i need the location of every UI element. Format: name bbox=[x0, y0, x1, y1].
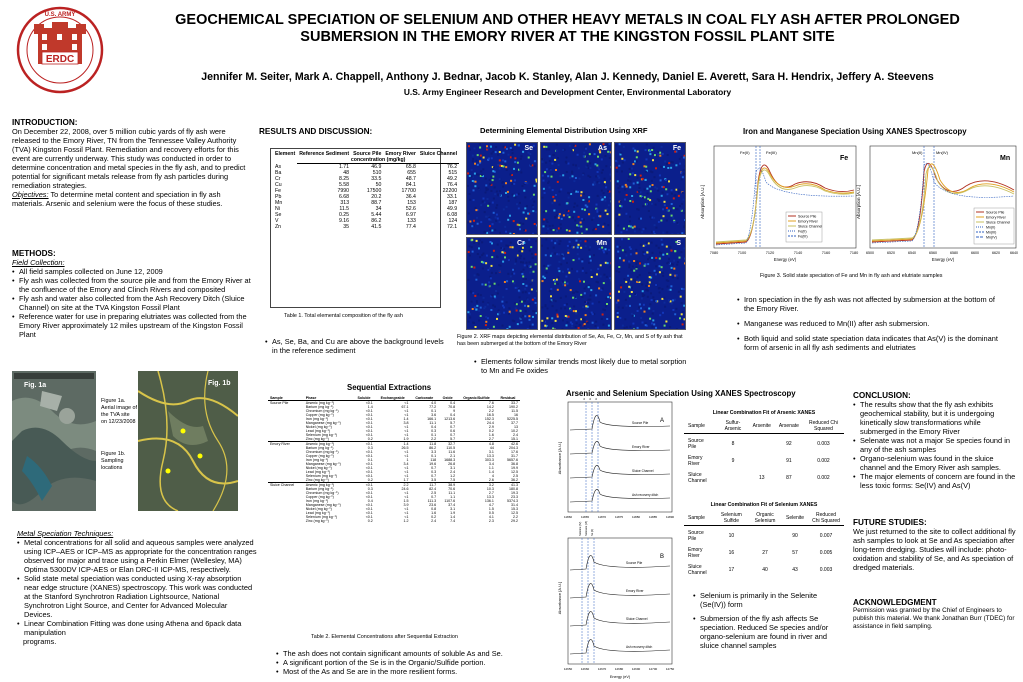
svg-text:7100: 7100 bbox=[737, 251, 747, 255]
svg-text:Emory River: Emory River bbox=[632, 445, 650, 449]
table-row: Se 0.25 5.44 6.97 6.08 bbox=[275, 212, 458, 218]
table-row: Ba 48 510 655 515 bbox=[275, 170, 458, 176]
future-studies-section: FUTURE STUDIES: We just returned to the site to collect additional fly ash samples to look at Se and As speciation after long-term dredging. Studies will include: photo-oxidation and stability of Se, and As speciation of dredged materials. bbox=[853, 518, 1018, 572]
table-row: Barium (mg kg⁻¹) 0.3 26.5 86.2 110.5 44 204.3 bbox=[305, 446, 518, 450]
table-row: V 9.16 86.2 133 124 bbox=[275, 218, 458, 224]
list-item: • Selenate was not a major Se species found in any of the ash samples bbox=[853, 436, 1018, 454]
table-row: Barium (mg kg⁻¹) 1.4 67.1 77.2 70.8 14.2 190.2 bbox=[305, 405, 518, 409]
svg-text:Absorption [A.U.]: Absorption [A.U.] bbox=[700, 184, 705, 220]
table-row: Sluice Channel 13 87 0.002 bbox=[688, 472, 830, 484]
svg-text:Sluice Channel: Sluice Channel bbox=[626, 617, 648, 621]
list-item: • All field samples collected on June 12, 2009 bbox=[12, 267, 252, 276]
svg-text:Selenite (IV): Selenite (IV) bbox=[579, 521, 582, 536]
xrf-map-as: As bbox=[540, 142, 612, 235]
svg-text:7180: 7180 bbox=[849, 251, 859, 255]
xrf-map-fe: Fe bbox=[614, 142, 686, 235]
svg-text:11860: 11860 bbox=[563, 515, 573, 519]
conclusion-heading: CONCLUSION: bbox=[853, 391, 911, 400]
table-row: Zinc (mg kg⁻¹) 0.2 1.2 2.4 7.4 2.3 29.2 bbox=[305, 519, 518, 523]
table-row: Lead (mg kg⁻¹) <0.1 <1 0.3 2.4 1.4 12.5 bbox=[305, 470, 518, 474]
table-row: Iron (mg kg⁻¹) 0.4 1.5 111.3 1107.6 136.1 5374.3 bbox=[305, 499, 518, 503]
speciation-techniques-label: Metal Speciation Techniques: bbox=[17, 529, 114, 538]
speciation-techniques-section: Metal Speciation Techniques: • Metal concentrations for all solid and aqueous samples were analyzed using ICP–AES or ICP–MS as appropriate for the concentration ranges observed for major and trace using a Perkin Elmer (Wellesley, MA) Optima 5300DV ICP-AES or Elan DRC-II ICP-MS, respectively. • Solid state metal speciation was conducted using X-ray absorption near edge structure (XANES) spectroscopy. This work was conducted at the Stanford Synchrotron Radiation Lightsource, National Synchrotron Light Source, and Center for Advanced Molecular Devices. • Linear Combination Fitting was done using Athena and 6pack data manipulation programs. bbox=[17, 529, 257, 646]
poster-title: GEOCHEMICAL SPECIATION OF SELENIUM AND OTHER HEAVY METALS IN COAL FLY ASH AFTER PROLONGED SUBMERSION IN THE EMORY RIVER AT THE KINGSTON FOSSIL PLANT SITE bbox=[175, 12, 960, 45]
svg-text:7140: 7140 bbox=[793, 251, 803, 255]
introduction-heading: INTRODUCTION: bbox=[12, 118, 78, 127]
svg-text:Mn(III): Mn(III) bbox=[986, 230, 997, 235]
table-row: Chromium (mg kg⁻¹) <0.1 <1 0.1 9 2.2 11.5 bbox=[305, 409, 518, 413]
introduction-body: On December 22, 2008, over 5 million cubic yards of fly ash were released to the Emory River, TN from the Tennessee Valley Authority (TVA) Kingston Fossil Plant. Remediation and recovery efforts for this event are currently underway. This study was conducted in order to determine concentration and metal species in the fly ash, and to predict potential for significant metals release from fly ash particles during remediation strategies. Objectives: To determine metal content and speciation in fly ash materials. Arsenic and selenium were the focus of these studies. bbox=[12, 127, 246, 208]
svg-text:Energy (eV): Energy (eV) bbox=[609, 675, 631, 679]
svg-text:Ash recovery ditch: Ash recovery ditch bbox=[626, 645, 653, 649]
svg-text:6640: 6640 bbox=[1010, 251, 1018, 255]
asse-bullets bbox=[693, 591, 843, 650]
table-1-bullets bbox=[265, 337, 450, 355]
svg-text:11880: 11880 bbox=[631, 515, 641, 519]
table-row: Nickel (mg kg⁻¹) <0.1 <1 0.4 0.7 2.9 13 bbox=[305, 425, 518, 429]
list-item: • Elements follow similar trends most likely due to metal sorption to Mn and Fe oxides bbox=[474, 357, 689, 375]
authors: Jennifer M. Seiter, Mark A. Chappell, Anthony J. Bednar, Jacob K. Stanley, Alan J. Kennedy, Daniel E. Averett, Sara H. Hendrix, Jeffery A. Steevens bbox=[201, 71, 934, 83]
table-row: Fe 7990 17500 17700 22200 bbox=[275, 188, 458, 194]
xrf-bullets bbox=[474, 357, 689, 375]
svg-text:Fe(III): Fe(III) bbox=[798, 234, 808, 239]
svg-text:6600: 6600 bbox=[971, 251, 979, 255]
introduction-section bbox=[12, 118, 252, 208]
figure-3-caption: Figure 3. Solid state speciation of Fe and Mn in fly ash and elutriate samples bbox=[760, 273, 943, 279]
svg-text:Source Pile: Source Pile bbox=[632, 421, 649, 425]
table-row: Mn 313 88.7 153 187 bbox=[275, 200, 458, 206]
svg-text:Fig. 1b: Fig. 1b bbox=[208, 380, 231, 387]
list-item: • Organo-selenium was found in the sluice channel and the Emory River ash samples. bbox=[853, 454, 1018, 472]
list-item: • The results show that the fly ash exhibits geochemical stability, but it is undergoing kinetically slow transformations while submerged in the Emory River bbox=[853, 400, 1018, 436]
svg-text:7080: 7080 bbox=[709, 251, 719, 255]
svg-text:U.S. ARMY: U.S. ARMY bbox=[44, 12, 76, 18]
table-row: Nickel (mg kg⁻¹) <0.1 <1 0.8 3.1 1.5 15.3 bbox=[305, 507, 518, 511]
table-row: Selenium (mg kg⁻¹) <0.1 <1 0.2 1.4 4.1 2.2 bbox=[305, 515, 518, 519]
svg-text:6520: 6520 bbox=[887, 251, 895, 255]
table-row: Emory River 9 91 0.002 bbox=[688, 455, 830, 467]
table-row: Copper (mg kg⁻¹) <0.1 <1 0.1 2.1 13.3 31.7 bbox=[305, 454, 518, 458]
results-heading: RESULTS AND DISCUSSION: bbox=[259, 127, 373, 136]
svg-text:ERDC: ERDC bbox=[45, 54, 75, 65]
svg-text:11870: 11870 bbox=[597, 515, 607, 519]
svg-text:Fe(II): Fe(II) bbox=[798, 229, 807, 234]
list-item: • Both liquid and solid state speciation data indicates that As(V) is the dominant form of arsenic in all fly ash sediments and elutriates bbox=[737, 334, 1007, 352]
table-1: Element Reference Sediment Source Pile Emory River Sluice Channel concentration (mg/kg) As 1.71 46.9 65.8 76.2 Ba 48 510 655 515 Cr 8.25 33.5 48.7 49.2 Cu 5.58 50 84.1 76.4 Fe 7990 17500 17700 22200 Pb 6.68 20.2 36.4 33.1 Mn 313 88.7 153 187 Ni 11.5 34 52.6 49.9 Se 0.25 5.44 6.97 6.08 V 9.16 86.2 133 124 Zn 35 41.5 77.4 72.1 bbox=[270, 148, 441, 308]
svg-text:12700: 12700 bbox=[648, 667, 658, 671]
table-row: Manganese (mg kg⁻¹) <0.1 3.4 19.6 26.8 3.4 36.8 bbox=[305, 462, 518, 466]
table-row: Nickel (mg kg⁻¹) <0.1 <1 0.7 3.1 1.1 19.9 bbox=[305, 466, 518, 470]
svg-text:Emory River: Emory River bbox=[626, 589, 644, 593]
svg-text:Energy (eV): Energy (eV) bbox=[931, 257, 955, 262]
table-row: Emory River 16 27 57 0.005 bbox=[688, 547, 833, 559]
svg-text:11885: 11885 bbox=[648, 515, 658, 519]
svg-text:12680: 12680 bbox=[614, 667, 624, 671]
se-lcf-table: Linear Combination Fit of Selenium XANES Sample Selenium Sulfide Organic Selenium Selenite Reduced Chi Squared Source Pile 10 90 0.007 Emory River 16 27 57 0.005 Sluice Channel 17 40 43 0.003 bbox=[684, 502, 844, 577]
list-item: • A significant portion of the Se is in the Organic/Sulfide portion. bbox=[276, 658, 526, 667]
table-row: Source Pile Arsenic (mg kg⁻¹) <0.1 <1 4.0 0.4 7.6 33.7 bbox=[270, 401, 518, 405]
aerial-image-figure-1a bbox=[12, 371, 96, 511]
svg-text:6500: 6500 bbox=[866, 251, 874, 255]
svg-text:Emory River: Emory River bbox=[986, 215, 1006, 220]
list-item: • Most of the As and Se are in the more resilient forms. bbox=[276, 667, 526, 676]
svg-text:As(0) bbox=[582, 398, 586, 400]
table-2: Sample Phase Soluble Exchangeable Carbonate Oxide Organic/Sulfide Residual Source Pile Arsenic (mg kg⁻¹) <0.1 <1 4.0 0.4 7.6 33.7 Barium (mg kg⁻¹) 1.4 67.1 77.2 70.8 14.2 190.2 Chromium (mg kg⁻¹) <0.1 <1 0.1 9 2.2 11.5 Copper (mg kg⁻¹) <0.1 <1 3.6 0.4 16.5 16 Iron (mg kg⁻¹) <0.1 1.4 166.1 1213.6 152.3 5225.5 Manganese (mg kg⁻¹) <0.1 3.8 11.1 5.7 24.4 37.7 Nickel (mg kg⁻¹) <0.1 <1 0.4 0.7 2.9 13 Lead (mg kg⁻¹) <0.1 <1 0.3 0.6 0.2 10.2 Selenium (mg kg⁻¹) <0.1 <1 0.1 0.7 1.6 2.4 Zinc (mg kg⁻¹) 0.2 1.9 2.2 5.7 2.7 15.1 Emory River Arsenic (mg kg⁻¹) <0.1 1.4 11.8 32.7 4.8 42.6 Barium (mg kg⁻¹) 0.3 26.5 86.2 110.5 44 204.3 Chromium (mg kg⁻¹) <0.1 <1 3.3 11.6 3.1 17.6 Copper (mg kg⁻¹) <0.1 <1 0.1 2.1 13.3 31.7 Iron (mg kg⁻¹) 0.1 1 118 1688.3 303.3 5657.6 Manganese (mg kg⁻¹) <0.1 3.4 19.6 26.8 3.4 36.8 Nickel (mg kg⁻¹) <0.1 <1 0.7 3.1 1.1 19.9 Lead (mg kg⁻¹) <0.1 <1 0.3 2.4 1.4 12.5 Selenium (mg kg⁻¹) <0.1 <1 0.7 1.2 4 2.5 Zinc (mg kg⁻¹) 0.2 1.7 3.5 7.5 2.6 36.2 Sluice Channel Arsenic (mg kg⁻¹) <0.1 2.2 11.7 38.9 3.2 41.3 Barium (mg kg⁻¹) 0.3 24.6 82.4 70.6 10.3 180.8 Chromium (mg kg⁻¹) <0.1 <1 2.5 11.1 2.7 19.3 Copper (mg kg⁻¹) <0.1 <1 0.7 1.1 13.3 23.3 Iron (mg kg⁻¹) 0.4 1.5 111.3 1107.6 136.1 5374.3 Manganese (mg kg⁻¹) <0.1 3.9 23.6 37.4 4.7 31.4 Nickel (mg kg⁻¹) <0.1 <1 0.8 3.1 1.5 15.3 Lead (mg kg⁻¹) <0.1 <1 1.6 1.9 0.5 12.5 Selenium (mg kg⁻¹) <0.1 <1 0.2 1.4 4.1 2.2 Zinc (mg kg⁻¹) 0.2 1.2 2.4 7.4 2.3 29.2 bbox=[270, 396, 518, 523]
table-row: Iron (mg kg⁻¹) 0.1 1 118 1688.3 303.3 5657.6 bbox=[305, 458, 518, 462]
table-row: Manganese (mg kg⁻¹) <0.1 3.9 23.6 37.4 4.7 31.4 bbox=[305, 503, 518, 507]
figure-1b-caption: Figure 1b. Sampling locations bbox=[101, 451, 126, 471]
list-item: • As, Se, Ba, and Cu are above the background levels in the reference sediment bbox=[265, 337, 450, 355]
table-row: Selenium (mg kg⁻¹) <0.1 <1 0.7 1.2 4 2.5 bbox=[305, 474, 518, 478]
as-lcf-table: Linear Combination Fit of Arsenic XANES Sample Sulfur-Arsenic Arsenite Arsenate Reduced Chi Squared Source Pile 8 92 0.003 Emory River 9 91 0.002 Sluice Channel 13 87 0.002 bbox=[684, 410, 844, 485]
svg-text:12750: 12750 bbox=[665, 667, 675, 671]
svg-text:Mn(II): Mn(II) bbox=[912, 150, 923, 155]
svg-text:12670: 12670 bbox=[597, 667, 607, 671]
svg-text:Selenate (VI): Selenate (VI) bbox=[585, 520, 588, 536]
field-collection-list bbox=[12, 267, 252, 339]
list-item: • Selenium is primarily in the Selenite (Se(IV)) form bbox=[693, 591, 843, 609]
table-row: Barium (mg kg⁻¹) 0.3 24.6 82.4 70.6 10.3 180.8 bbox=[305, 487, 518, 491]
figure-2-caption: Figure 2. XRF maps depicting elemental distribution of Se, As, Fe, Cr, Mn, and S of fly ash that has been submerged at the bottom of the Emory River bbox=[457, 334, 683, 347]
list-item: • Solid state metal speciation was conducted using X-ray absorption near edge structure (XANES) spectroscopy. This work was conducted at the Stanford Synchrotron Radiation Lightsource, National Synchrotron Light Source, and Center for Advanced Molecular Devices. bbox=[17, 574, 257, 619]
list-item: • The ash does not contain significant amounts of soluble As and Se. bbox=[276, 649, 526, 658]
acknowledgment-section: ACKNOWLEDGMENT Permission was granted by the Chief of Engineers to publish this material. We thank Jonathan Burr (TDEC) for assistance in field sampling. bbox=[853, 598, 1018, 631]
list-item: • Fly ash and water also collected from the Ash Recovery Ditch (Sluice Channel) on site at the TVA Kingston Fossil Plant bbox=[12, 294, 252, 312]
svg-text:As(V) bbox=[594, 398, 598, 400]
table-row: Selenium (mg kg⁻¹) <0.1 <1 0.1 0.7 1.6 2.4 bbox=[305, 433, 518, 437]
xrf-map-s: S bbox=[614, 237, 686, 330]
table-row: Zn 35 41.5 77.4 72.1 bbox=[275, 224, 458, 230]
methods-heading: METHODS: bbox=[12, 249, 56, 258]
svg-text:6620: 6620 bbox=[992, 251, 1000, 255]
svg-text:Mn: Mn bbox=[1000, 155, 1011, 162]
svg-text:6560: 6560 bbox=[929, 251, 937, 255]
erdc-logo bbox=[12, 6, 108, 94]
table-row: Source Pile 8 92 0.003 bbox=[688, 438, 830, 450]
table-row: Pb 6.68 20.2 36.4 33.1 bbox=[275, 194, 458, 200]
table-row: Lead (mg kg⁻¹) <0.1 <1 0.3 0.6 0.2 10.2 bbox=[305, 429, 518, 433]
svg-text:Source Pile: Source Pile bbox=[626, 561, 643, 565]
xrf-maps-grid bbox=[466, 142, 686, 330]
svg-text:Sluice Channel: Sluice Channel bbox=[986, 220, 1011, 225]
svg-text:Absorbance [A.U.]: Absorbance [A.U.] bbox=[557, 441, 562, 475]
svg-text:A: A bbox=[660, 418, 665, 424]
future-studies-heading: FUTURE STUDIES: bbox=[853, 518, 927, 527]
svg-text:Se (0): Se (0) bbox=[591, 528, 594, 536]
xrf-map-mn: Mn bbox=[540, 237, 612, 330]
svg-text:Mn(IV): Mn(IV) bbox=[986, 235, 997, 240]
svg-text:B: B bbox=[660, 554, 665, 560]
svg-text:Fe: Fe bbox=[840, 155, 849, 162]
list-item: • The major elements of concern are found in the less toxic forms: Se(IV) and As(V) bbox=[853, 472, 1018, 490]
list-item: • Reference water for use in preparing elutriates was collected from the Emory River approximately 12 miles upstream of the Kingston Fossil Plant bbox=[12, 312, 252, 339]
affiliation: U.S. Army Engineer Research and Development Center, Environmental Laboratory bbox=[403, 87, 732, 97]
table-row: Cr 8.25 33.5 48.7 49.2 bbox=[275, 176, 458, 182]
fe-xanes-chart bbox=[700, 142, 860, 262]
table-row: Chromium (mg kg⁻¹) <0.1 <1 2.5 11.1 2.7 19.3 bbox=[305, 491, 518, 495]
svg-text:6580: 6580 bbox=[950, 251, 958, 255]
svg-text:7120: 7120 bbox=[765, 251, 775, 255]
table-row: Sluice Channel 17 40 43 0.003 bbox=[688, 564, 833, 576]
asse-heading: Arsenic and Selenium Speciation Using XANES Spectroscopy bbox=[566, 389, 796, 398]
femn-bullets bbox=[737, 295, 1007, 352]
table-row: As 1.71 46.9 65.8 76.2 bbox=[275, 163, 458, 170]
xrf-heading: Determining Elemental Distribution Using XRF bbox=[480, 126, 648, 135]
table-row: Manganese (mg kg⁻¹) <0.1 3.8 11.1 5.7 24.4 37.7 bbox=[305, 421, 518, 425]
objectives-label: Objectives: bbox=[12, 190, 49, 199]
table-2-caption: Table 2. Elemental Concentrations after Sequential Extraction bbox=[311, 634, 458, 640]
list-item: • Fly ash was collected from the source pile and from the Emory River at the confluence of the Emory and Clinch Rivers and composited bbox=[12, 276, 252, 294]
svg-text:Fe(III): Fe(III) bbox=[766, 150, 777, 155]
svg-text:Absorption [A.U.]: Absorption [A.U.] bbox=[856, 184, 861, 220]
svg-text:Mn(II): Mn(II) bbox=[986, 225, 996, 230]
sampling-map-figure-1b bbox=[138, 371, 238, 511]
svg-text:Emory River: Emory River bbox=[798, 219, 818, 224]
xrf-map-se: Se bbox=[466, 142, 538, 235]
table-row: Zinc (mg kg⁻¹) 0.2 1.9 2.2 5.7 2.7 15.1 bbox=[305, 437, 518, 441]
table-row: Copper (mg kg⁻¹) <0.1 <1 3.6 0.4 16.5 16 bbox=[305, 413, 518, 417]
svg-text:Sluice Channel: Sluice Channel bbox=[798, 224, 823, 229]
table-row: Zinc (mg kg⁻¹) 0.2 1.7 3.5 7.5 2.6 36.2 bbox=[305, 478, 518, 482]
xrf-map-cr: Cr bbox=[466, 237, 538, 330]
table-row: Iron (mg kg⁻¹) <0.1 1.4 166.1 1213.6 152.3 5225.5 bbox=[305, 417, 518, 421]
mn-xanes-chart bbox=[856, 142, 1020, 262]
svg-text:As(III) bbox=[588, 398, 592, 400]
table-row: Cu 5.58 50 84.1 76.4 bbox=[275, 182, 458, 188]
svg-text:Energy (eV): Energy (eV) bbox=[773, 257, 797, 262]
svg-text:Fe(II): Fe(II) bbox=[740, 150, 750, 155]
table-row: Copper (mg kg⁻¹) <0.1 <1 0.7 1.1 13.3 23.3 bbox=[305, 495, 518, 499]
svg-text:7160: 7160 bbox=[821, 251, 831, 255]
svg-text:11875: 11875 bbox=[614, 515, 624, 519]
acknowledgment-heading: ACKNOWLEDGMENT bbox=[853, 598, 937, 607]
svg-text:Absorbance [A.U.]: Absorbance [A.U.] bbox=[557, 581, 562, 615]
table-row: Sluice Channel Arsenic (mg kg⁻¹) <0.1 2.2 11.7 38.9 3.2 41.3 bbox=[270, 483, 518, 487]
table-row: Chromium (mg kg⁻¹) <0.1 <1 3.3 11.6 3.1 17.6 bbox=[305, 450, 518, 454]
svg-text:Source Pile: Source Pile bbox=[798, 214, 817, 219]
svg-text:12660: 12660 bbox=[580, 667, 590, 671]
list-item: • Manganese was reduced to Mn(II) after ash submersion. bbox=[737, 319, 1007, 328]
table-1-caption: Table 1. Total elemental composition of the fly ash bbox=[284, 313, 403, 319]
table-row: Emory River Arsenic (mg kg⁻¹) <0.1 1.4 11.8 32.7 4.8 42.6 bbox=[270, 442, 518, 446]
svg-text:12650: 12650 bbox=[563, 667, 573, 671]
sequential-heading: Sequential Extractions bbox=[347, 383, 432, 392]
methods-section bbox=[12, 249, 252, 339]
table-row: Ni 11.5 34 52.6 49.9 bbox=[275, 206, 458, 212]
svg-text:Sluice Channel: Sluice Channel bbox=[632, 469, 654, 473]
svg-text:Mn(IV): Mn(IV) bbox=[936, 150, 948, 155]
table-row: Source Pile 10 90 0.007 bbox=[688, 530, 833, 542]
svg-text:11865: 11865 bbox=[580, 515, 590, 519]
svg-text:Fig. 1a: Fig. 1a bbox=[24, 382, 47, 389]
field-collection-label: Field Collection: bbox=[12, 258, 65, 267]
list-item: • Linear Combination Fitting was done using Athena and 6pack data manipulation bbox=[17, 619, 257, 637]
svg-text:Source Pile: Source Pile bbox=[986, 210, 1005, 215]
conclusion-section bbox=[853, 391, 1018, 490]
svg-text:6540: 6540 bbox=[908, 251, 916, 255]
svg-text:12690: 12690 bbox=[631, 667, 641, 671]
femn-heading: Iron and Manganese Speciation Using XANES Spectroscopy bbox=[743, 127, 967, 136]
list-item: • Submersion of the fly ash affects Se speciation. Reduced Se species and/or organo-selenium are found in river and sluice channel samples bbox=[693, 614, 843, 650]
svg-text:Ash recovery ditch: Ash recovery ditch bbox=[632, 493, 659, 497]
list-item: • Metal concentrations for all solid and aqueous samples were analyzed using ICP–AES or ICP–MS as appropriate for the concentration ranges observed for major and trace using a Perkin Elmer (Wellesley, MA) Optima 5300DV ICP-AES or Elan DRC-II ICP-MS, respectively. bbox=[17, 538, 257, 574]
table-row: Lead (mg kg⁻¹) <0.1 <1 1.6 1.9 0.5 12.5 bbox=[305, 511, 518, 515]
asse-xanes-charts bbox=[556, 398, 676, 682]
svg-text:11890: 11890 bbox=[665, 515, 675, 519]
list-item: • Iron speciation in the fly ash was not affected by submersion at the bottom of the Emory River. bbox=[737, 295, 1007, 313]
sequential-bullets bbox=[276, 649, 526, 676]
figure-1a-caption: Figure 1a. Aerial image of the TVA site on 12/23/2008 bbox=[101, 398, 137, 425]
